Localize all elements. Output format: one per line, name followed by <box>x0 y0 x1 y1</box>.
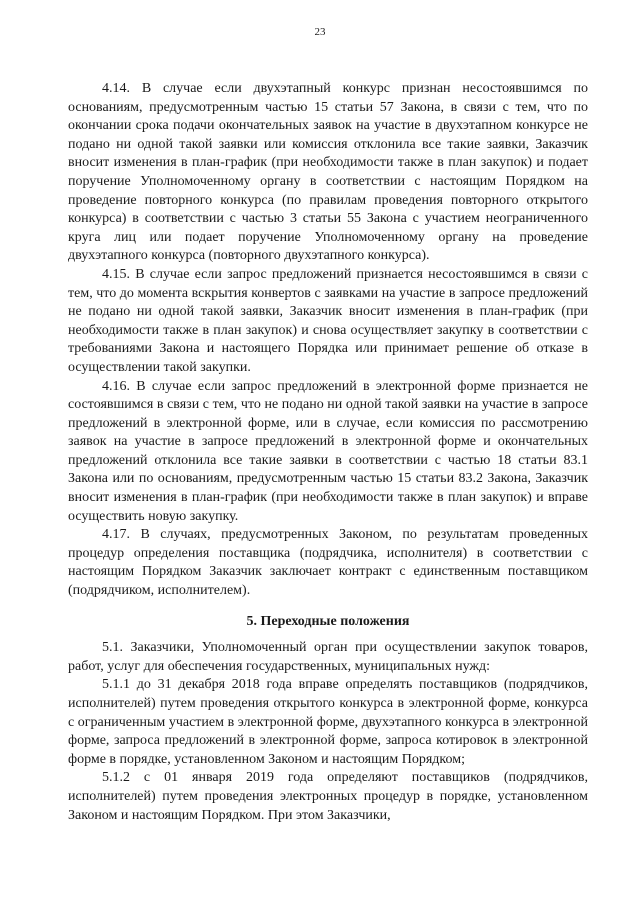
section-heading: 5. Переходные положения <box>246 613 410 629</box>
paragraph-4-15: 4.15. В случае если запрос предложений признается несостоявшимся в связи с тем, что до момента вскрытия конвертов с заявками на участие в запросе предложений не подано ни одной такой заявки, Заказчик вносит изменения в план-график (при необходимости также в план закупок) и снова осуществляет закупку в соответствии с требованиями Закона и настоящего Порядка или принимает решение об отказе в осуществлении такой закупки. <box>68 266 588 375</box>
page-number: 23 <box>314 26 326 38</box>
paragraph-5-1-1: 5.1.1 до 31 декабря 2018 года вправе определять поставщиков (подрядчиков, исполнителей) путем проведения открытого конкурса в электронной форме, конкурса с ограниченным участием в электронной форме, двухэтапного конкурса в электронной форме, запроса предложений в электронной форме, запроса котировок в электронной форме в порядке, установленном Законом и настоящим Порядком; <box>68 677 588 767</box>
paragraph-5-1: 5.1. Заказчики, Уполномоченный орган при осуществлении закупок товаров, работ, услуг для обеспечения государственных, муниципальных нужд: <box>68 640 588 674</box>
paragraph-5-1-2: 5.1.2 с 01 января 2019 года определяют поставщиков (подрядчиков, исполнителей) путем проведения электронных процедур в порядке, установленном Законом и настоящим Порядком. При этом Заказчики, <box>68 770 588 823</box>
paragraph-4-14: 4.14. В случае если двухэтапный конкурс признан несостоявшимся по основаниям, предусмотренным частью 15 статьи 57 Закона, в связи с тем, что по окончании срока подачи окончательных заявок на участие в двухэтапном конкурсе не подано ни одной такой заявки или комиссия отклонила все такие заявки, Заказчик вносит изменения в план-график (при необходимости также в план закупок) и подает поручение Уполномоченному органу в соответствии с настоящим Порядком на проведение повторного конкурса (по правилам проведения повторного открытого конкурса) в соответствии с частью 3 статьи 55 Закона с участием неограниченного круга лиц или подает поручение Уполномоченному органу на проведение двухэтапного конкурса (повторного двухэтапного конкурса). <box>68 81 588 264</box>
paragraph-4-16: 4.16. В случае если запрос предложений в электронной форме признается не состоявшимся в связи с тем, что не подано ни одной такой заявки на участие в запросе предложений в электронной форме, или в случае, если комиссия по рассмотрению заявок на участие в запросе предложений в электронной форме и окончательных предложений отклонила все такие заявки в соответствии с частью 18 статьи 83.1 Закона или по основаниям, предусмотренным частью 15 статьи 83.2 Закона, Заказчик вносит изменения в план-график (при необходимости также в план закупок) и вправе осуществить новую закупку. <box>68 378 588 524</box>
paragraph-4-17: 4.17. В случаях, предусмотренных Законом, по результатам проведенных процедур определения поставщика (подрядчика, исполнителя) в соответствии с настоящим Порядком Заказчик заключает контракт с единственным поставщиком (подрядчиком, исполнителем). <box>68 527 588 599</box>
document-body <box>68 80 588 825</box>
